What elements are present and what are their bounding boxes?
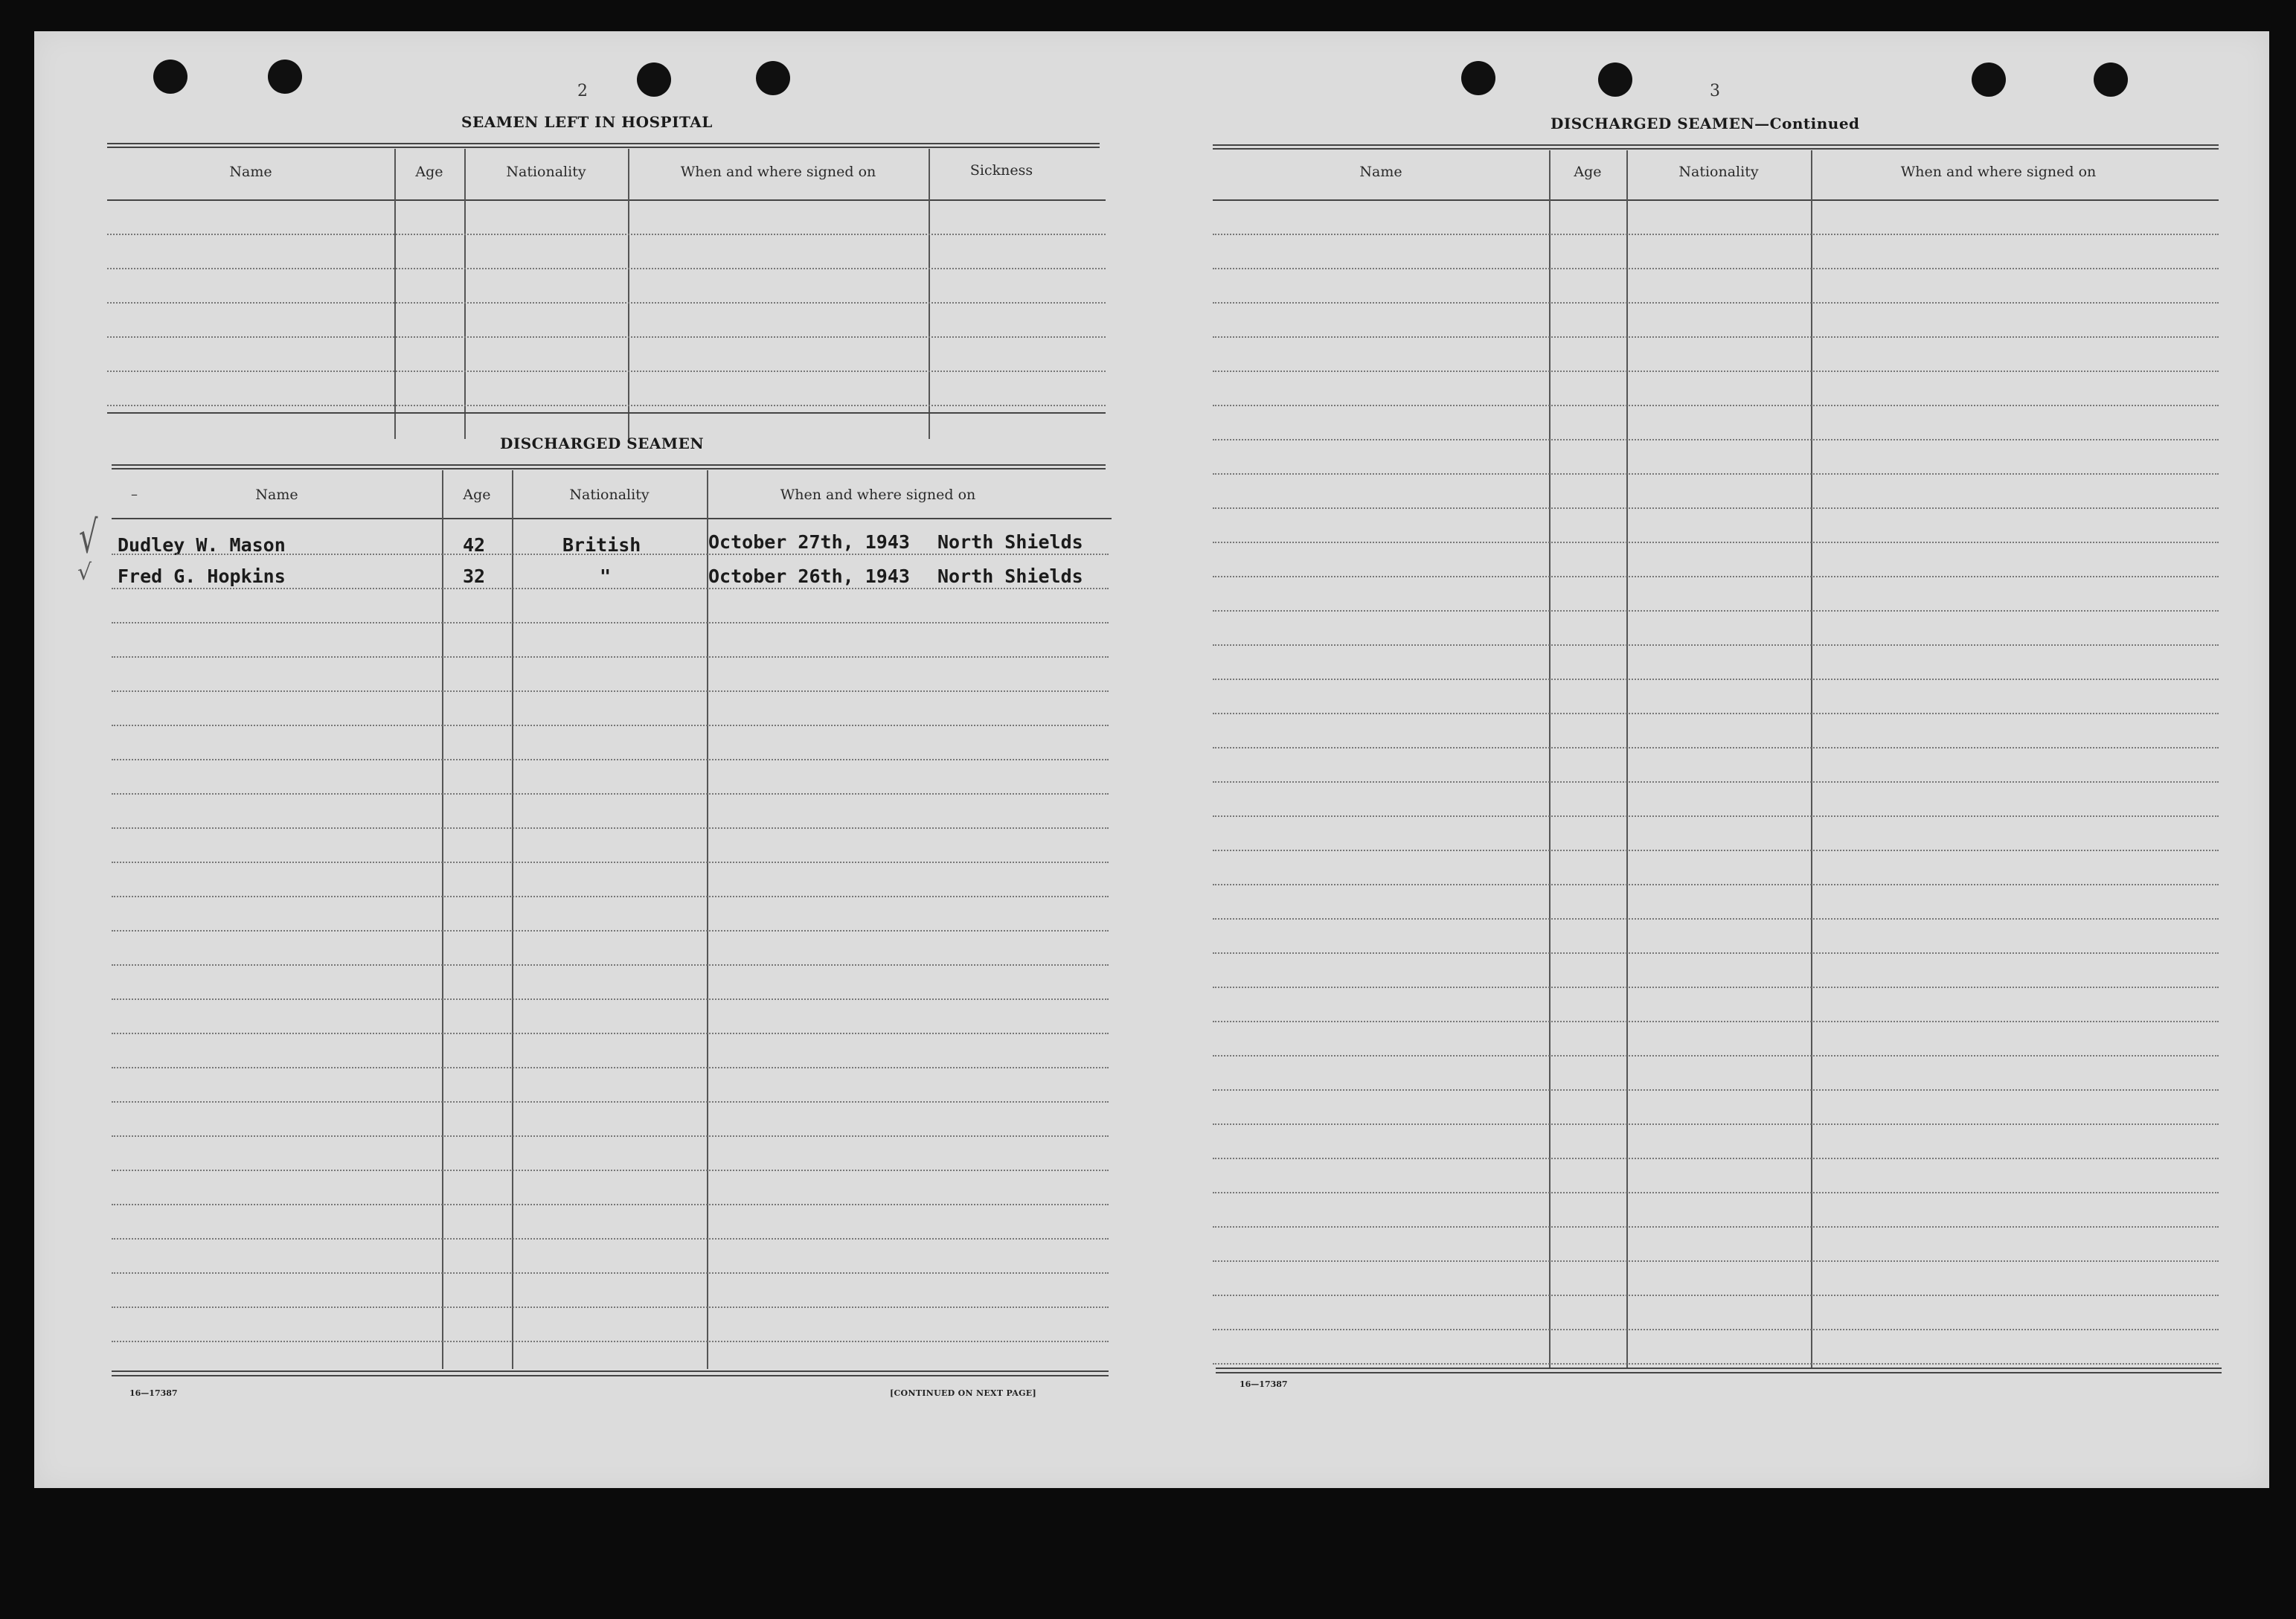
- seaman-signed-on-date: October 27th, 1943: [708, 531, 910, 553]
- ruled-line: [1213, 1089, 2219, 1091]
- ruled-line: [112, 690, 1109, 692]
- page-number-right: 3: [1710, 82, 1720, 100]
- ruled-line: [1213, 1192, 2219, 1193]
- ruled-line: [112, 725, 1109, 726]
- ruled-line: [1213, 850, 2219, 851]
- punch-hole: [268, 60, 302, 94]
- ruled-line: [1213, 679, 2219, 680]
- ruled-line: [1213, 268, 2219, 269]
- punch-hole: [1598, 62, 1632, 97]
- seaman-name: Dudley W. Mason: [118, 534, 286, 556]
- ruled-line: [1213, 1260, 2219, 1262]
- ruled-line: [1213, 507, 2219, 509]
- ruled-line: [1213, 884, 2219, 885]
- seaman-age: 32: [463, 565, 486, 587]
- ruled-line: [1213, 1021, 2219, 1022]
- ruled-line: [112, 1204, 1109, 1205]
- ruled-line: [112, 1341, 1109, 1342]
- ruled-line: [1213, 302, 2219, 304]
- punch-hole: [756, 61, 790, 95]
- ruled-line: [1213, 644, 2219, 646]
- seaman-name: Fred G. Hopkins: [118, 565, 286, 587]
- ruled-line: [112, 1135, 1109, 1137]
- ruled-line: [1213, 234, 2219, 235]
- ruled-line: [112, 554, 1109, 555]
- continued-suffix: —Continued: [1754, 115, 1860, 132]
- discharged-section-title: DISCHARGED SEAMEN: [500, 435, 705, 452]
- ruled-line: [112, 793, 1109, 795]
- ruled-line: [112, 998, 1109, 1000]
- checkmark: √: [79, 512, 98, 564]
- ruled-line: [1213, 1123, 2219, 1125]
- ruled-line: [112, 896, 1109, 897]
- punch-hole: [1461, 61, 1495, 95]
- ruled-line: [1213, 439, 2219, 440]
- hospital-section-title: SEAMEN LEFT IN HOSPITAL: [461, 113, 713, 131]
- ruled-line: [112, 827, 1109, 829]
- ruled-line: [1213, 1226, 2219, 1228]
- seaman-age: 42: [463, 534, 486, 556]
- ruled-line: [1213, 1158, 2219, 1159]
- continued-col-nationality: Nationality: [1678, 164, 1759, 180]
- seaman-signed-on-date: October 26th, 1943: [708, 565, 910, 587]
- ruled-line: [112, 588, 1109, 589]
- hospital-col-age: Age: [415, 164, 443, 180]
- discharged-continued-title-main: DISCHARGED SEAMEN: [1551, 115, 1755, 132]
- document-sheet: [34, 31, 2269, 1488]
- ruled-line: [112, 1238, 1109, 1240]
- discharged-col-nationality: Nationality: [569, 487, 650, 503]
- seaman-nationality: ": [600, 565, 612, 587]
- punch-hole: [1972, 62, 2006, 97]
- ruled-line: [112, 1067, 1109, 1068]
- ruled-line: [1213, 747, 2219, 748]
- ruled-line: [1213, 713, 2219, 714]
- hospital-col-name: Name: [229, 164, 272, 180]
- ruled-line: [1213, 815, 2219, 817]
- ruled-line: [112, 759, 1109, 760]
- continued-col-name: Name: [1359, 164, 1402, 180]
- ruled-line: [1213, 987, 2219, 988]
- ruled-line: [1213, 781, 2219, 783]
- discharged-col-age: Age: [463, 487, 491, 503]
- ruled-line: [112, 862, 1109, 863]
- seaman-nationality: British: [562, 534, 641, 556]
- ruled-line: [1213, 952, 2219, 954]
- seaman-signed-on-place: North Shields: [937, 531, 1083, 553]
- ruled-line: [1213, 1055, 2219, 1057]
- ruled-line: [1213, 405, 2219, 406]
- discharged-col-signed-on: When and where signed on: [780, 487, 976, 503]
- ruled-line: [1213, 371, 2219, 372]
- punch-hole: [637, 62, 671, 97]
- ruled-line: [112, 656, 1109, 658]
- hospital-col-signed-on: When and where signed on: [680, 164, 876, 180]
- form-code-left: 16—17387: [129, 1388, 178, 1398]
- form-code-right: 16—17387: [1240, 1379, 1288, 1389]
- punch-hole: [153, 60, 187, 94]
- continued-col-age: Age: [1574, 164, 1602, 180]
- ruled-line: [112, 1170, 1109, 1171]
- discharged-col-name: Name: [255, 487, 298, 503]
- continued-col-signed-on: When and where signed on: [1900, 164, 2097, 180]
- ruled-line: [1213, 336, 2219, 338]
- stray-dash: –: [131, 487, 138, 502]
- ruled-line: [112, 622, 1109, 623]
- punch-hole: [2094, 62, 2128, 97]
- checkmark: √: [77, 560, 92, 586]
- ruled-line: [112, 1033, 1109, 1034]
- hospital-col-sickness: Sickness: [969, 162, 1033, 179]
- ruled-line: [112, 930, 1109, 932]
- ruled-line: [1213, 1295, 2219, 1296]
- ruled-line: [1213, 473, 2219, 475]
- ruled-line: [1213, 542, 2219, 543]
- ruled-line: [112, 964, 1109, 966]
- continued-note: [CONTINUED ON NEXT PAGE]: [890, 1388, 1036, 1398]
- hospital-col-nationality: Nationality: [506, 164, 586, 180]
- ruled-line: [1213, 610, 2219, 612]
- ruled-line: [112, 1307, 1109, 1308]
- ruled-line: [112, 1101, 1109, 1103]
- ruled-line: [1213, 1363, 2219, 1365]
- ruled-line: [1213, 576, 2219, 577]
- seaman-signed-on-place: North Shields: [937, 565, 1083, 587]
- page-number-left: 2: [577, 82, 588, 100]
- discharged-continued-title: [1551, 115, 1860, 132]
- ruled-line: [1213, 1329, 2219, 1330]
- ruled-line: [1213, 918, 2219, 920]
- ruled-line: [112, 1272, 1109, 1274]
